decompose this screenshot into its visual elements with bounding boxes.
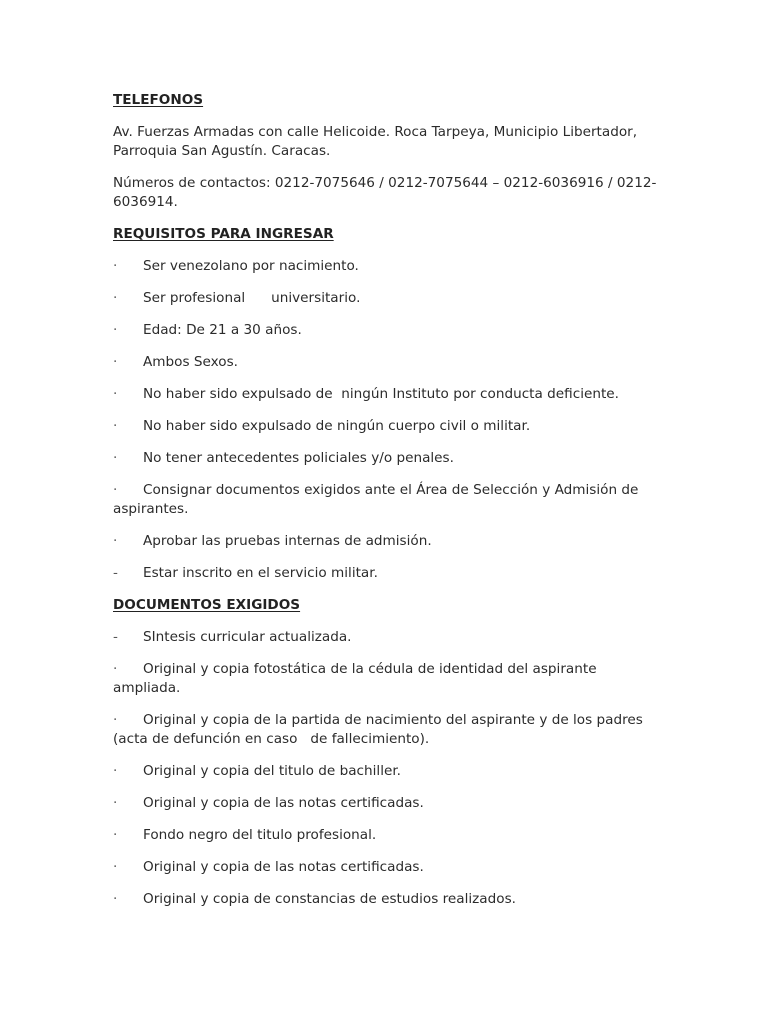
bullet-marker: ·	[113, 418, 118, 434]
bullet-marker: ·	[113, 661, 118, 677]
list-item	[113, 711, 658, 749]
list-item	[113, 481, 658, 519]
list-item	[113, 417, 658, 436]
list-item-text: Edad: De 21 a 30 años.	[143, 322, 302, 338]
list-item	[113, 794, 658, 813]
list-item-text: No haber sido expulsado de ningún Instituto por conducta deficiente.	[143, 386, 619, 402]
list-item-text: Aprobar las pruebas internas de admisión.	[143, 533, 432, 549]
list-item	[113, 564, 658, 583]
list-item	[113, 890, 658, 909]
list-item-text: Original y copia fotostática de la cédula de identidad del aspirante ampliada.	[113, 661, 597, 696]
list-item	[113, 660, 658, 698]
bullet-marker: ·	[113, 482, 118, 498]
contacts-paragraph: Números de contactos: 0212-7075646 / 0212-7075644 – 0212-6036916 / 0212-6036914.	[113, 175, 657, 210]
dash-marker: -	[113, 565, 118, 581]
list-item-text: Original y copia de las notas certificadas.	[143, 859, 424, 875]
bullet-marker: ·	[113, 712, 118, 728]
documentos-list	[113, 628, 658, 909]
list-item-text: Fondo negro del titulo profesional.	[143, 827, 377, 843]
section-heading-documentos: DOCUMENTOS EXIGIDOS	[113, 597, 301, 613]
list-item-text: Original y copia de las notas certificadas.	[143, 795, 424, 811]
list-item-text: SIntesis curricular actualizada.	[143, 629, 352, 645]
section-heading-telefonos: TELEFONOS	[113, 92, 204, 108]
list-item-text: Ambos Sexos.	[143, 354, 238, 370]
list-item	[113, 858, 658, 877]
list-item-text: Ser venezolano por nacimiento.	[143, 258, 359, 274]
bullet-marker: ·	[113, 763, 118, 779]
bullet-marker: ·	[113, 450, 118, 466]
list-item	[113, 385, 658, 404]
list-item-text: Ser profesional universitario.	[143, 290, 361, 306]
bullet-marker: ·	[113, 795, 118, 811]
list-item	[113, 289, 658, 308]
list-item	[113, 628, 658, 647]
list-item-text: Original y copia de la partida de nacimiento del aspirante y de los padres (acta de defunción en caso de fallecimiento).	[113, 712, 648, 747]
bullet-marker: ·	[113, 258, 118, 274]
section-heading-requisitos: REQUISITOS PARA INGRESAR	[113, 226, 334, 242]
bullet-marker: ·	[113, 859, 118, 875]
list-item	[113, 353, 658, 372]
list-item	[113, 762, 658, 781]
list-item-text: No tener antecedentes policiales y/o penales.	[143, 450, 454, 466]
bullet-marker: ·	[113, 354, 118, 370]
list-item-text: No haber sido expulsado de ningún cuerpo civil o militar.	[143, 418, 531, 434]
bullet-marker: ·	[113, 290, 118, 306]
list-item-text: Original y copia de constancias de estudios realizados.	[143, 891, 516, 907]
address-paragraph: Av. Fuerzas Armadas con calle Helicoide. Roca Tarpeya, Municipio Libertador, Parroquia San Agustín. Caracas.	[113, 124, 638, 159]
document-page	[113, 91, 658, 922]
list-item-text: Original y copia del titulo de bachiller.	[143, 763, 402, 779]
requisitos-list	[113, 257, 658, 583]
list-item-text: Consignar documentos exigidos ante el Área de Selección y Admisión de aspirantes.	[113, 482, 639, 517]
bullet-marker: ·	[113, 322, 118, 338]
bullet-marker: ·	[113, 891, 118, 907]
list-item	[113, 449, 658, 468]
list-item	[113, 532, 658, 551]
bullet-marker: ·	[113, 386, 118, 402]
dash-marker: -	[113, 629, 118, 645]
list-item	[113, 321, 658, 340]
list-item-text: Estar inscrito en el servicio militar.	[143, 565, 378, 581]
bullet-marker: ·	[113, 533, 118, 549]
list-item	[113, 826, 658, 845]
list-item	[113, 257, 658, 276]
bullet-marker: ·	[113, 827, 118, 843]
